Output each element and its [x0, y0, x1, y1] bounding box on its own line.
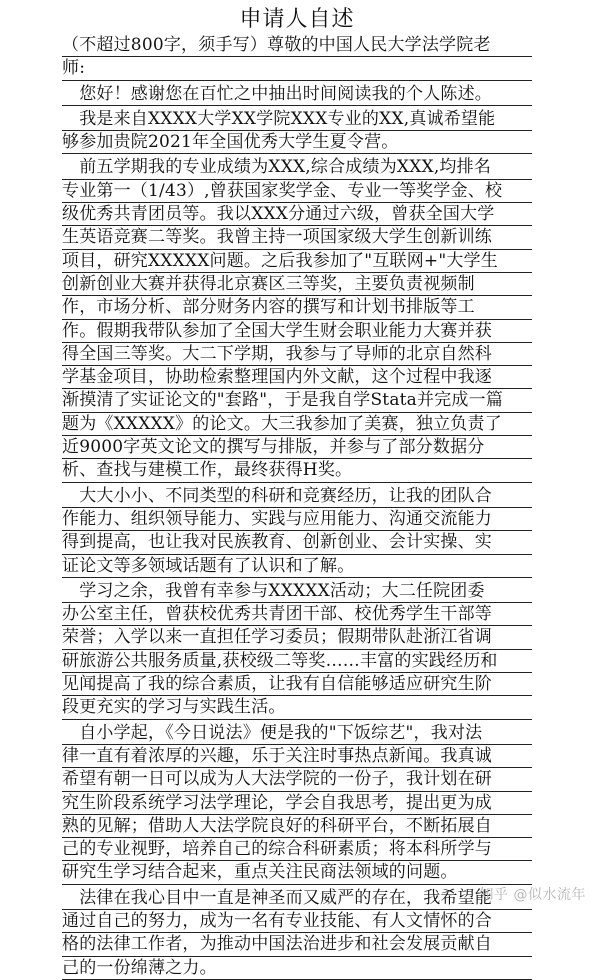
text-line: 荣誉；入学以来一直担任学习委员；假期带队赴浙江省调	[62, 626, 532, 649]
text-line: 律一直有着浓厚的兴趣，乐于关注时事热点新闻。我真诚	[62, 745, 532, 768]
text-line: 大大小小、不同类型的科研和竞赛经历，让我的团队合	[62, 485, 532, 508]
text-line: 我是来自XXXX大学XX学院XXX专业的XX,真诚希望能	[62, 108, 532, 131]
text-line: 学习之余，我曾有幸参与XXXXX活动；大二任院团委	[62, 580, 532, 603]
text-line: 己的一份绵薄之力。	[62, 957, 532, 980]
text-line: 熟的见解；借助人大法学院良好的科研平台，不断拓展自	[62, 815, 532, 838]
text-line: 专业第一（1/43）,曾获国家奖学金、专业一等奖学金、校	[62, 180, 532, 203]
text-line: （不超过800字，须手写）尊敬的中国人民大学法学院老	[62, 34, 532, 57]
text-line: 作，市场分析、部分财务内容的撰写和计划书排版等工	[62, 296, 532, 319]
text-line: 够参加贵院2021年全国优秀大学生夏令营。	[62, 131, 532, 154]
text-line: 学基金项目，协助检索整理国内外文献，这个过程中我逐	[62, 366, 532, 389]
text-line: 格的法律工作者，为推动中国法治进步和社会发展贡献自	[62, 933, 532, 956]
text-line: 题为《XXXXX》的论文。大三我参加了美赛，独立负责了	[62, 413, 532, 436]
text-line: 作。假期我带队参加了全国大学生财会职业能力大赛并获	[62, 320, 532, 343]
document-title: 申请人自述	[239, 7, 355, 32]
text-line: 希望有朝一日可以成为人大法学院的一份子，我计划在研	[62, 768, 532, 791]
text-line: 得全国三等奖。大二下学期，我参与了导师的北京自然科	[62, 343, 532, 366]
text-line: 得到提高，也让我对民族教育、创新创业、会计实操、实	[62, 531, 532, 554]
text-line: 渐摸清了实证论文的"套路"，于是我自学Stata并完成一篇	[62, 389, 532, 412]
text-line: 自小学起，《今日说法》便是我的"下饭综艺"，我对法	[62, 722, 532, 745]
text-line: 通过自己的努力，成为一名有专业技能、有人文情怀的合	[62, 910, 532, 933]
statement-body	[62, 34, 532, 980]
text-line: 创新创业大赛并获得北京赛区三等奖，主要负责视频制	[62, 273, 532, 296]
text-line: 段更充实的学习与实践生活。	[62, 696, 532, 719]
text-line: 究生阶段系统学习法学理论，学会自我思考，提出更为成	[62, 792, 532, 815]
text-line: 师:	[62, 57, 532, 80]
text-line: 研旅游公共服务质量,获校级二等奖……丰富的实践经历和	[62, 650, 532, 673]
text-line: 项目，研究XXXXX问题。之后我参加了"互联网+"大学生	[62, 250, 532, 273]
text-line: 近9000字英文论文的撰写与排版，并参与了部分数据分	[62, 436, 532, 459]
text-line: 己的专业视野，培养自己的综合科研素质；将本科所学与	[62, 838, 532, 861]
text-line: 见闻提高了我的综合素质，让我有自信能够适应研究生阶	[62, 673, 532, 696]
text-line: 前五学期我的专业成绩为XXX,综合成绩为XXX,均排名	[62, 156, 532, 179]
text-line: 您好！感谢您在百忙之中抽出时间阅读我的个人陈述。	[62, 83, 532, 106]
document-page	[62, 6, 532, 980]
text-line: 析、查找与建模工作，最终获得H奖。	[62, 459, 532, 482]
watermark: 知乎 @似水流年	[479, 887, 586, 903]
text-line: 证论文等多领域话题有了认识和了解。	[62, 555, 532, 578]
text-line: 级优秀共青团员等。我以XXX分通过六级，曾获全国大学	[62, 203, 532, 226]
text-line: 作能力、组织领导能力、实践与应用能力、沟通交流能力	[62, 508, 532, 531]
text-line: 办公室主任，曾获校优秀共青团干部、校优秀学生干部等	[62, 603, 532, 626]
text-line: 法律在我心目中一直是神圣而又威严的存在，我希望能	[62, 887, 532, 910]
text-line: 生英语竞赛二等奖。我曾主持一项国家级大学生创新训练	[62, 226, 532, 249]
text-line: 研究生学习结合起来，重点关注民商法领域的问题。	[62, 861, 532, 884]
